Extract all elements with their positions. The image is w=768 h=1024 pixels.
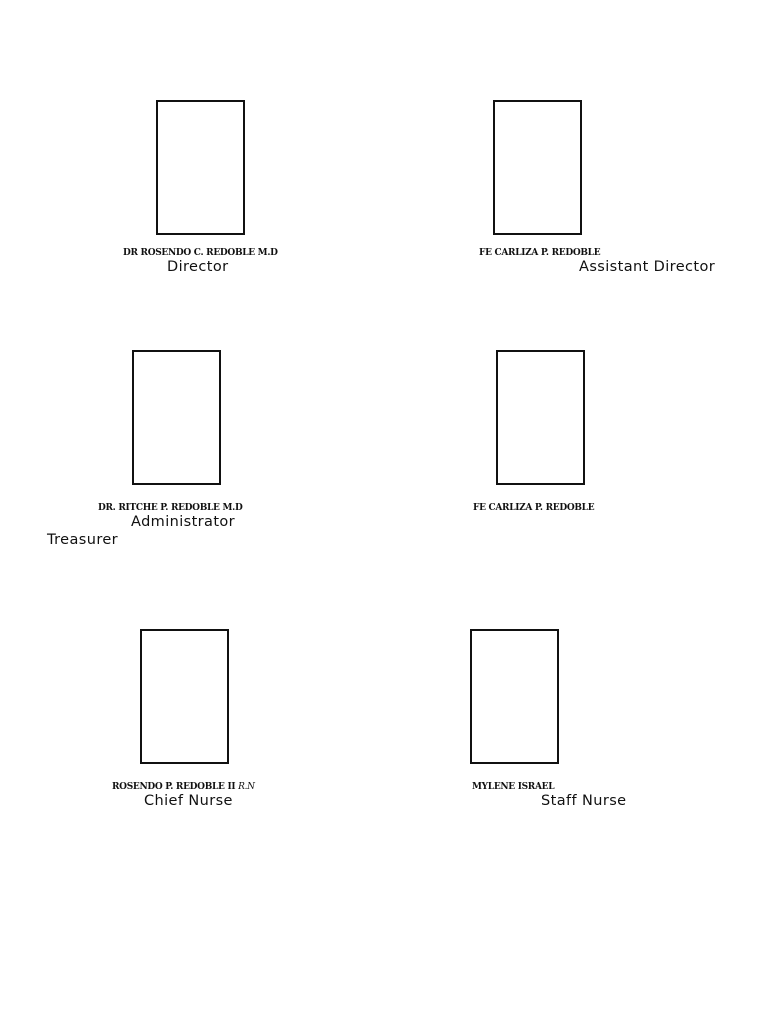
- staff-name-administrator: DR. RITCHE P. REDOBLE M.D: [98, 503, 243, 513]
- photo-placeholder-staff-nurse: [470, 629, 559, 764]
- photo-placeholder-treasurer: [496, 350, 585, 485]
- staff-name-director: DR ROSENDO C. REDOBLE M.D: [123, 248, 278, 258]
- photo-placeholder-chief-nurse: [140, 629, 229, 764]
- staff-role-assistant-director: Assistant Director: [579, 259, 716, 275]
- staff-name-assistant-director: FE CARLIZA P. REDOBLE: [479, 248, 601, 258]
- staff-role-staff-nurse: Staff Nurse: [541, 793, 627, 809]
- staff-role-administrator: Administrator: [131, 514, 236, 530]
- staff-name-chief-nurse-suffix: R.N: [238, 782, 255, 792]
- staff-name-chief-nurse-text: ROSENDO P. REDOBLE II: [112, 782, 236, 792]
- staff-role-director: Director: [167, 259, 229, 275]
- photo-placeholder-administrator: [132, 350, 221, 485]
- staff-name-staff-nurse: MYLENE ISRAEL: [472, 782, 555, 792]
- staff-role-chief-nurse: Chief Nurse: [144, 793, 233, 809]
- staff-name-treasurer: FE CARLIZA P. REDOBLE: [473, 503, 595, 513]
- photo-placeholder-director: [156, 100, 245, 235]
- photo-placeholder-assistant-director: [493, 100, 582, 235]
- staff-role-treasurer: Treasurer: [47, 532, 119, 548]
- staff-name-chief-nurse: [112, 782, 255, 793]
